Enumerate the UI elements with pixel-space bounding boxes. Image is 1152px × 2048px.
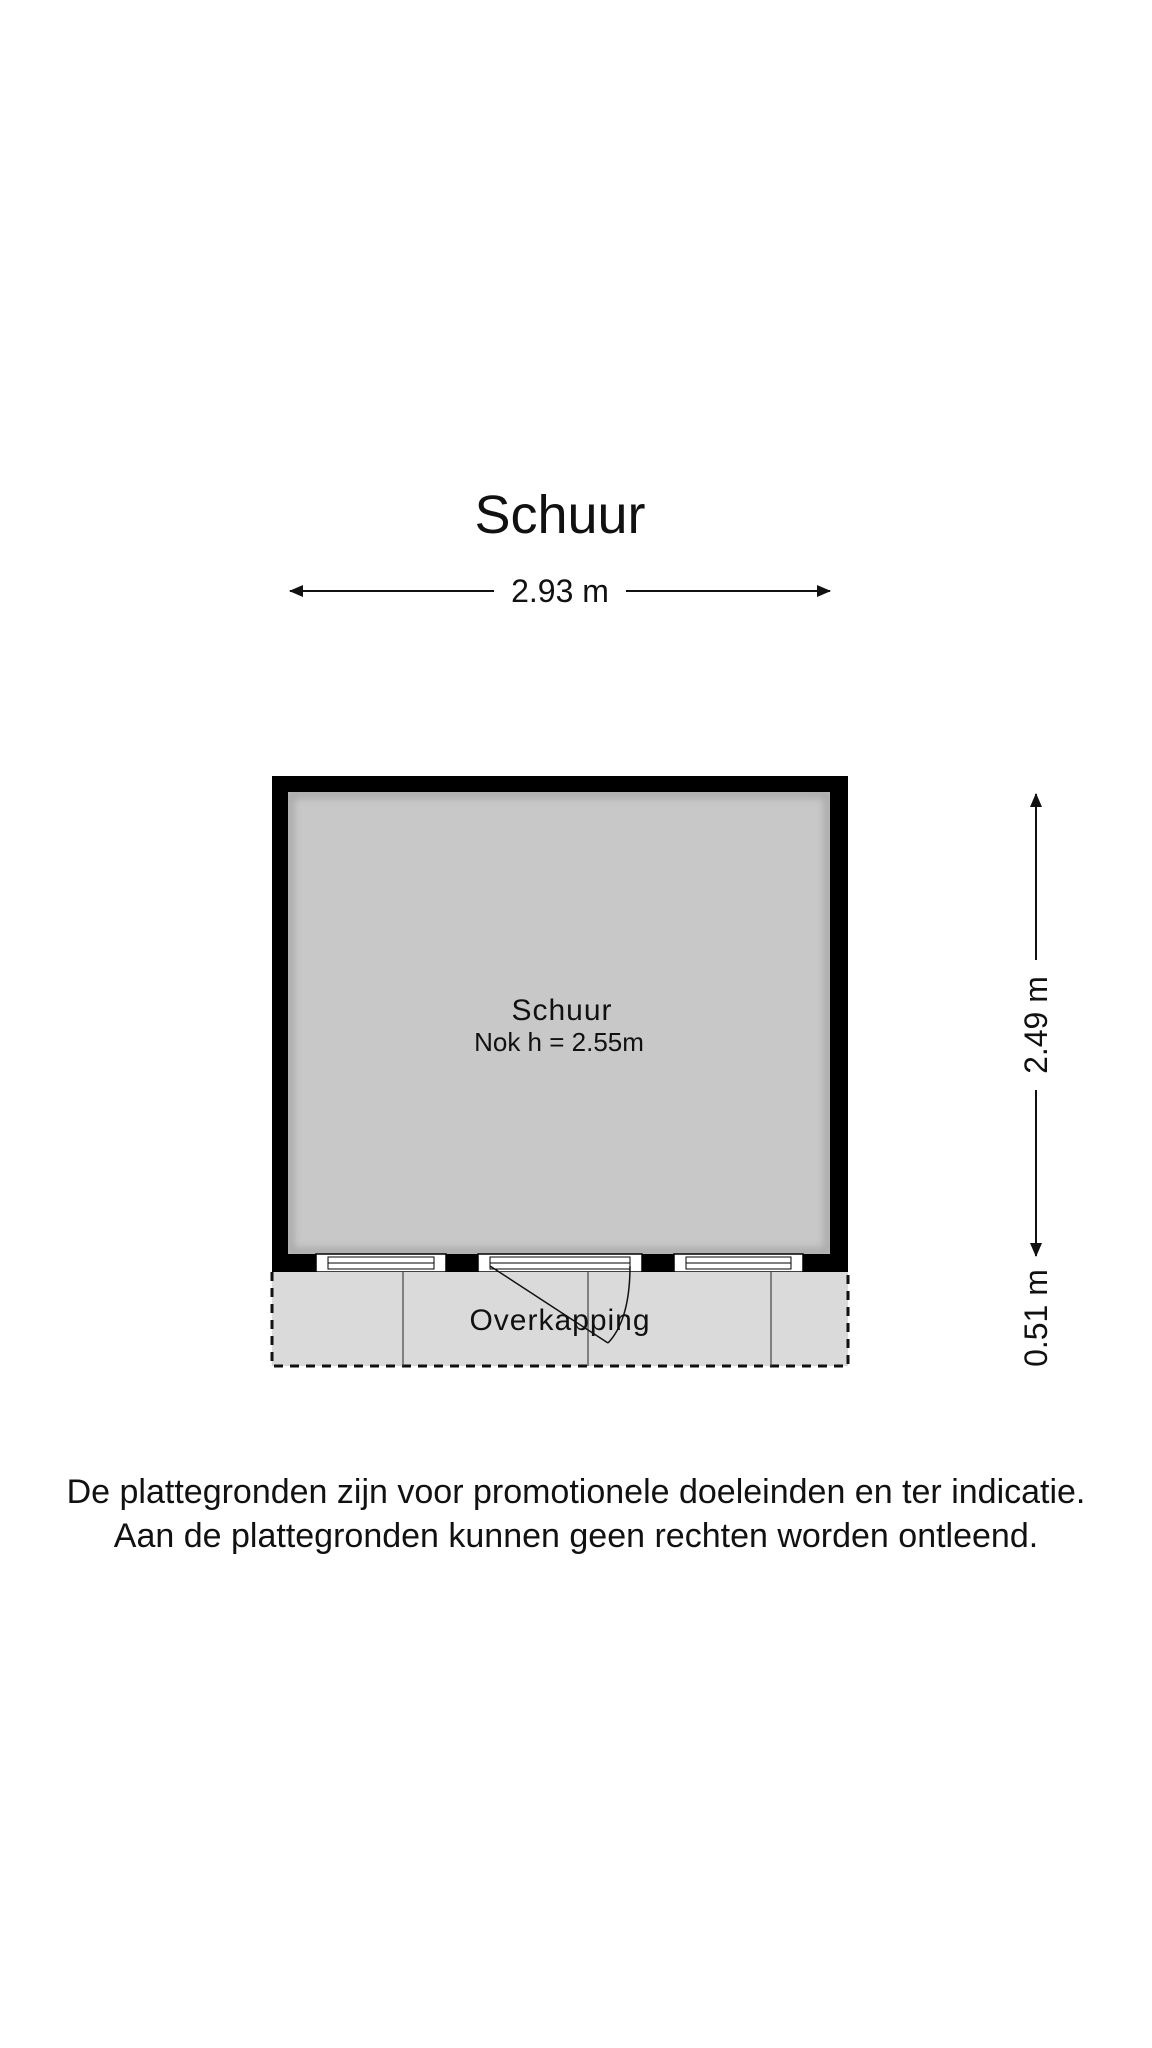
disclaimer [0,1470,1152,1558]
window-left [316,1254,446,1272]
door-opening [478,1254,642,1272]
width-dimension [290,573,830,609]
room-schuur-label: Schuur [511,994,613,1027]
wall-right [830,776,848,1272]
depth-dimension-label: 2.49 m [1018,976,1054,1074]
room-overkapping-label: Overkapping [469,1304,651,1337]
room-schuur-ridge-height: Nok h = 2.55m [474,1027,644,1057]
wall-left [272,776,288,1272]
wall-top [272,776,848,792]
window-right [674,1254,803,1272]
plan-title: Schuur [474,485,646,545]
width-dimension-label: 2.93 m [511,573,609,609]
room-schuur [272,776,848,1272]
wall-bottom-pier-2 [642,1254,674,1272]
depth-dimension [1018,794,1054,1367]
disclaimer-line-1: De plattegronden zijn voor promotionele doeleinden en ter indicatie. [66,1473,1086,1511]
wall-bottom-left [272,1254,316,1272]
canopy-depth-dimension-label: 0.51 m [1018,1269,1054,1367]
wall-bottom-right [803,1254,848,1272]
disclaimer-line-2: Aan de plattegronden kunnen geen rechten worden ontleend. [113,1517,1039,1555]
wall-bottom-pier-1 [446,1254,478,1272]
room-overkapping [272,1266,848,1366]
